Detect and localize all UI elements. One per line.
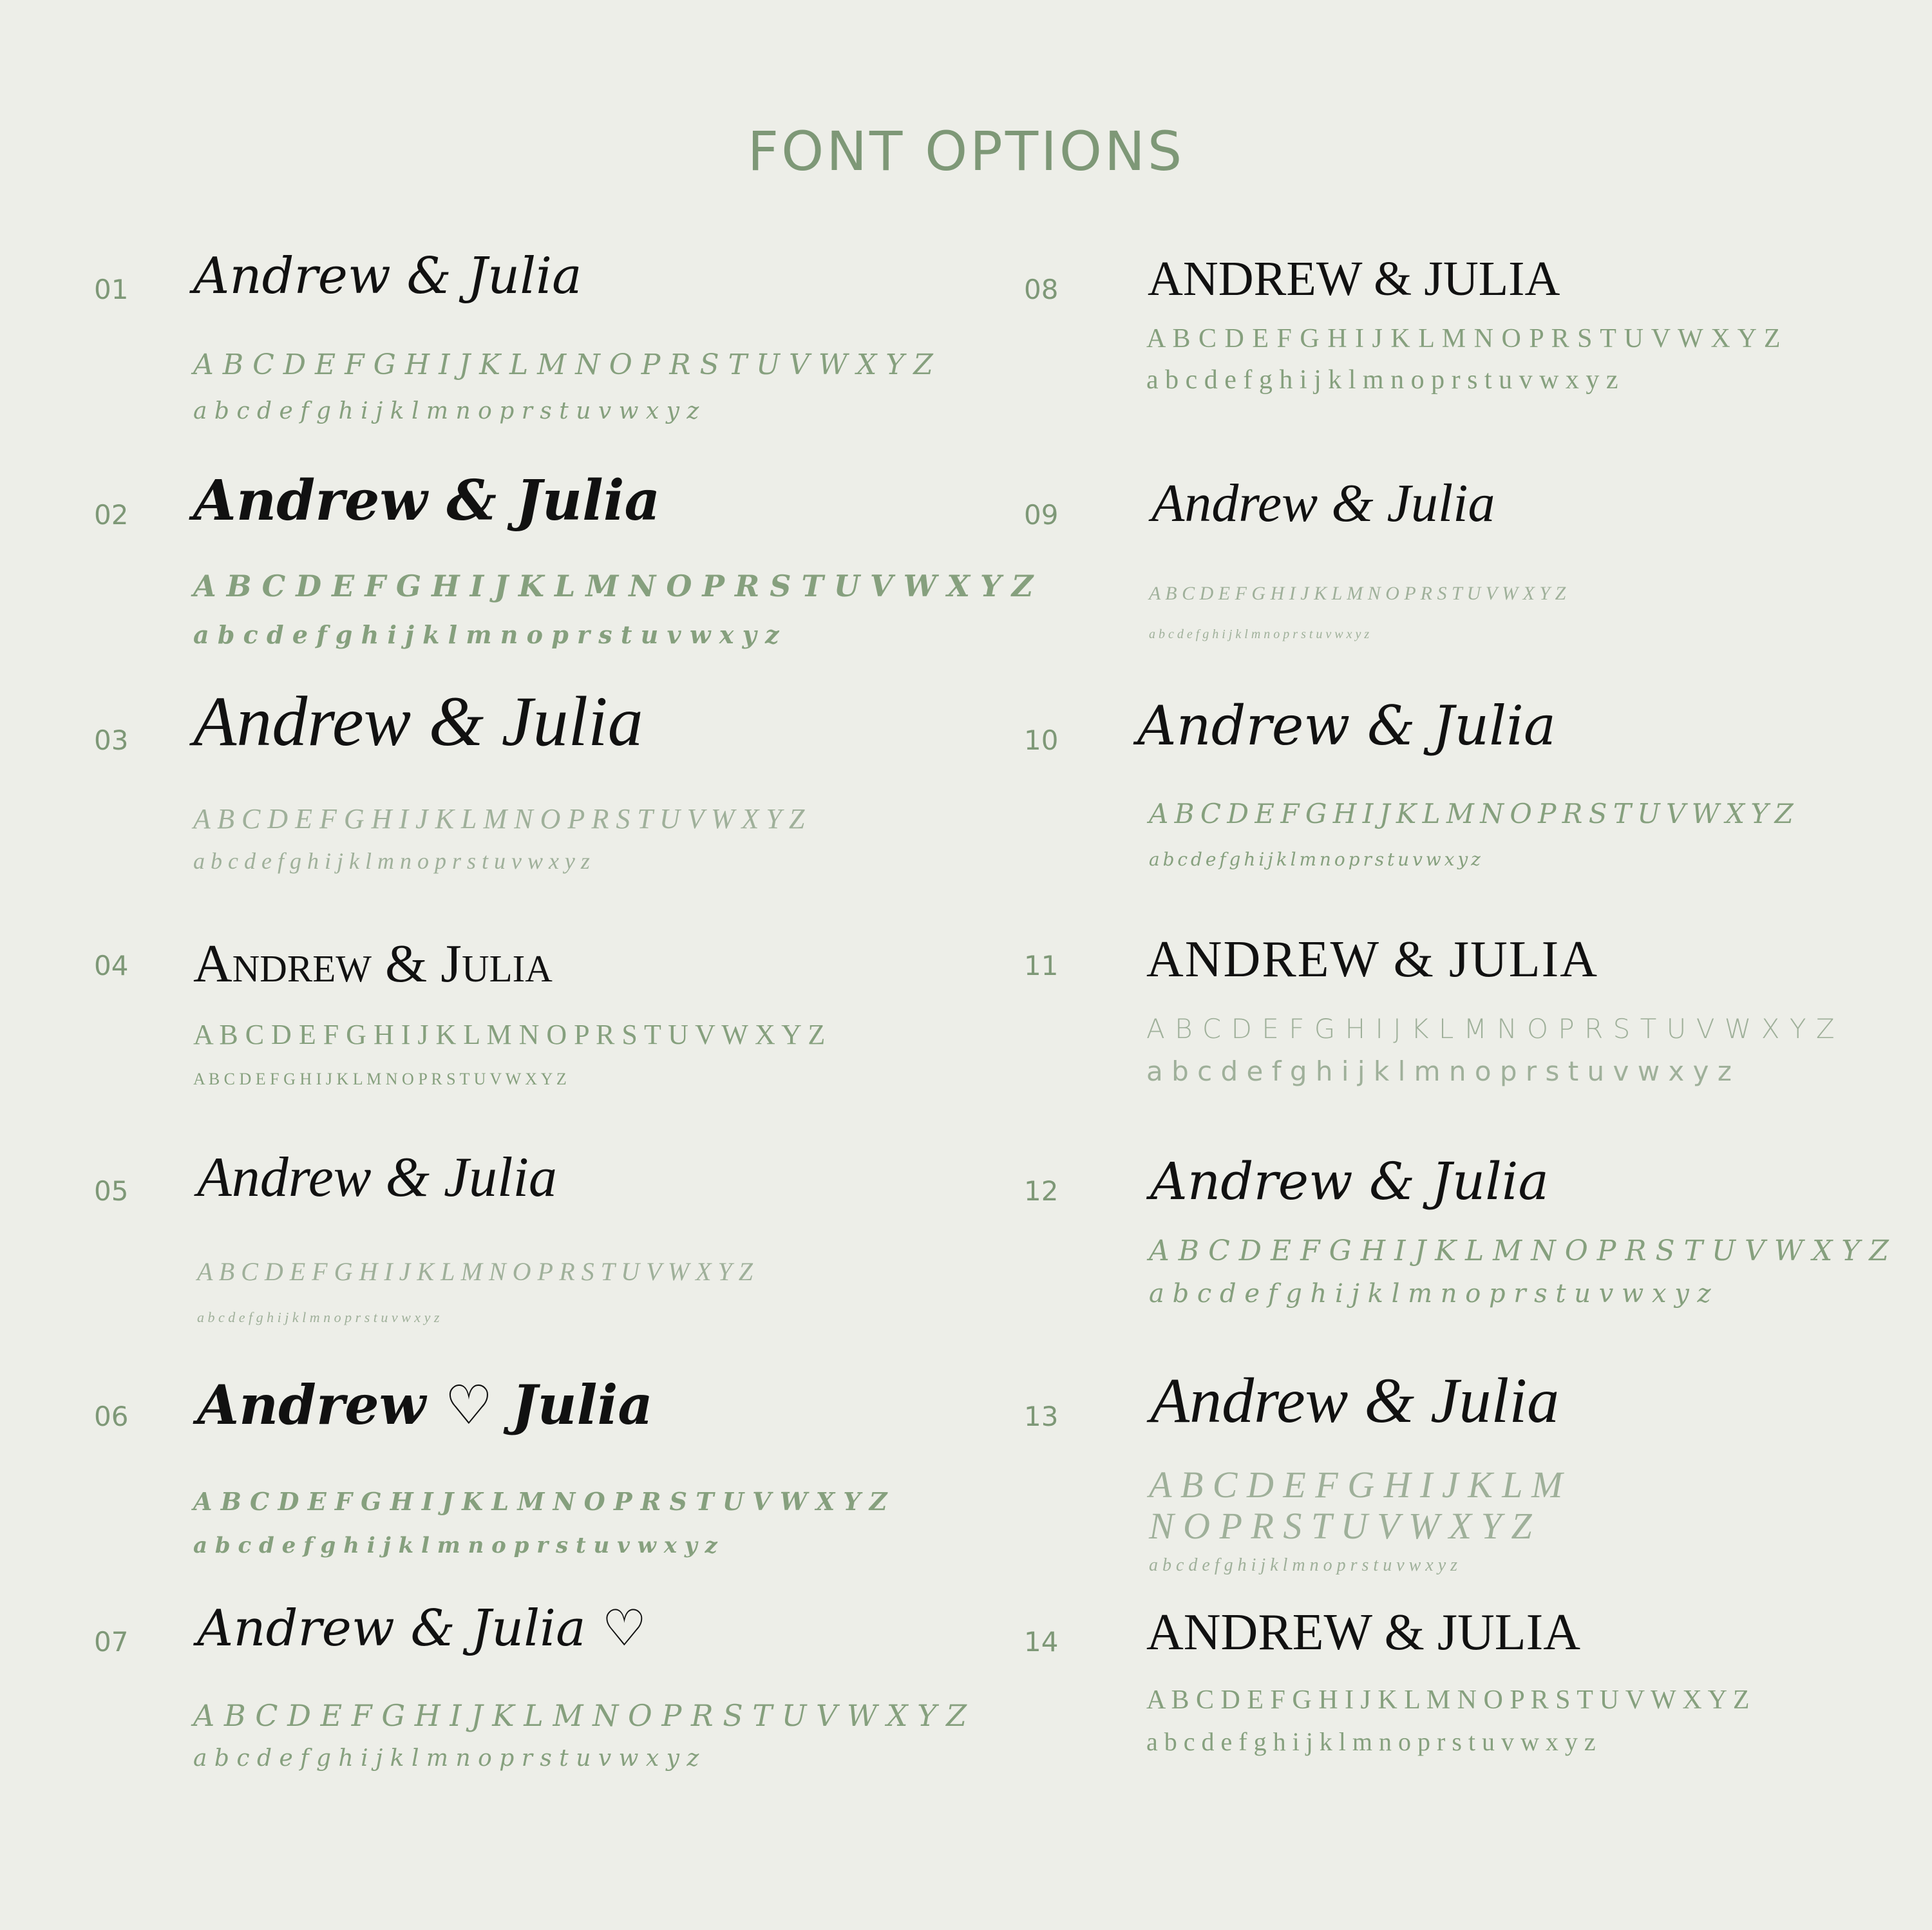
option-number: 06 <box>94 1401 129 1432</box>
font-option-08 <box>1024 252 1913 441</box>
lowercase-alphabet: a b c d e f g h i j k l m n o p r s t u v w x y z <box>193 1745 699 1772</box>
sample-text: Andrew & Julia ♡ <box>197 1600 647 1658</box>
lowercase-alphabet: a b c d e f g h i j k l m n o p r s t u v w x y z <box>193 848 590 874</box>
uppercase-alphabet: A B C D E F G H I J K L M N O P R S T U V W X Y Z <box>193 803 805 835</box>
font-option-07 <box>94 1600 967 1793</box>
page-title: FONT OPTIONS <box>747 120 1185 183</box>
uppercase-alphabet: A B C D E F G H I J K L M N O P R S T U V W X Y Z <box>193 1019 826 1050</box>
lowercase-alphabet: a b c d e f g h i j k l m n o p r s t u v w x y z <box>1146 365 1618 395</box>
sample-text: Andrew & Julia <box>1150 1365 1560 1436</box>
option-number: 13 <box>1024 1401 1059 1432</box>
sample-text: Andrew & Julia <box>197 1146 557 1209</box>
option-number: 10 <box>1024 724 1059 756</box>
sample-text: Andrew & Julia <box>1150 1151 1549 1211</box>
uppercase-alphabet: A B C D E F G H I J K L M N O P R S T U V W X Y Z <box>1146 324 1781 354</box>
sample-text: ANDREW & JULIA <box>1148 252 1560 306</box>
font-option-05 <box>94 1146 931 1343</box>
option-number: 05 <box>94 1175 129 1207</box>
option-number: 04 <box>94 950 129 981</box>
font-option-01 <box>94 247 933 441</box>
lowercase-alphabet: A B C D E F G H I J K L M N O P R S T U V W X Y Z <box>193 1070 567 1088</box>
font-option-13 <box>1024 1365 1913 1594</box>
lowercase-alphabet: a b c d e f g h i j k l m n o p r s t u v w x y z <box>1146 1727 1596 1756</box>
font-option-06 <box>94 1373 931 1568</box>
sample-text: Andrew & Julia <box>193 934 553 994</box>
sample-text: Andrew & Julia <box>193 682 643 761</box>
uppercase-alphabet: A B C D E F G H I J K L M N O P R S T U V W X Y Z <box>1146 1013 1835 1045</box>
lowercase-alphabet: a b c d e f g h i j k l m n o p r s t u v w x y z <box>1149 1279 1711 1309</box>
lowercase-alphabet: a b c d e f g h i j k l m n o p r s t u v w x y z <box>197 1309 440 1325</box>
uppercase-alphabet: A B C D E F G H I J K L M N O P R S T U V W X Y Z <box>193 569 1034 603</box>
font-option-12 <box>1024 1151 1913 1343</box>
font-option-14 <box>1024 1604 1913 1793</box>
uppercase-alphabet: A B C D E F G H I J K L M N O P R S T U V W X Y Z <box>1149 1235 1889 1267</box>
option-number: 01 <box>94 274 129 305</box>
uppercase-alphabet: A B C D E F G H I J K L M N O P R S T U V W X Y Z <box>1146 1685 1750 1715</box>
uppercase-alphabet: A B C D E F G H I J K L M N O P R S T U V W X Y Z <box>193 1698 967 1733</box>
sample-text: Andrew & Julia <box>1151 473 1495 533</box>
lowercase-alphabet: a b c d e f g h i j k l m n o p r s t u v w x y z <box>193 398 699 424</box>
option-number: 11 <box>1024 950 1059 981</box>
sample-text: ANDREW & JULIA <box>1146 1604 1581 1661</box>
lowercase-alphabet: a b c d e f g h i j k l m n o p r s t u v w x y z <box>193 1533 717 1558</box>
lowercase-alphabet: a b c d e f g h i j k l m n o p r s t u v w x y z <box>1149 1555 1458 1575</box>
option-number: 02 <box>94 499 129 531</box>
font-option-02 <box>94 468 1034 667</box>
font-option-09 <box>1024 473 1913 667</box>
sample-text: Andrew ♡ Julia <box>197 1373 653 1437</box>
font-option-04 <box>94 934 931 1117</box>
uppercase-alphabet-line-2: N O P R S T U V W X Y Z <box>1149 1505 1532 1547</box>
sample-text: ANDREW & JULIA <box>1146 931 1599 988</box>
lowercase-alphabet: a b c d e f g h i j k l m n o p r s t u v w x y z <box>1149 627 1370 641</box>
font-option-11 <box>1024 931 1913 1117</box>
uppercase-alphabet: A B C D E F G H I J K L M N O P R S T U V W X Y Z <box>193 348 933 381</box>
font-option-03 <box>94 682 931 892</box>
uppercase-alphabet: A B C D E F G H I J K L M <box>1149 1464 1563 1506</box>
uppercase-alphabet: A B C D E F G H I J K L M N O P R S T U V W X Y Z <box>197 1257 753 1286</box>
sample-text: Andrew & Julia <box>193 247 582 305</box>
option-number: 08 <box>1024 274 1059 305</box>
uppercase-alphabet: A B C D E F G H I J K L M N O P R S T U V W X Y Z <box>1149 798 1792 829</box>
lowercase-alphabet: a b c d e f g h i j k l m n o p r s t u v w x y z <box>1146 1055 1732 1087</box>
uppercase-alphabet: A B C D E F G H I J K L M N O P R S T U V W X Y Z <box>193 1487 887 1516</box>
option-number: 09 <box>1024 499 1059 531</box>
lowercase-alphabet: a b c d e f g h i j k l m n o p r s t u v w x y z <box>1149 849 1479 870</box>
option-number: 12 <box>1024 1175 1059 1207</box>
lowercase-alphabet: a b c d e f g h i j k l m n o p r s t u v w x y z <box>193 620 779 649</box>
option-number: 14 <box>1024 1626 1059 1658</box>
font-option-10 <box>1024 694 1913 892</box>
option-number: 07 <box>94 1626 129 1658</box>
uppercase-alphabet: A B C D E F G H I J K L M N O P R S T U V W X Y Z <box>1149 583 1566 604</box>
sample-text: Andrew & Julia <box>193 468 661 533</box>
sample-text: Andrew & Julia <box>1137 694 1557 757</box>
option-number: 03 <box>94 724 129 756</box>
